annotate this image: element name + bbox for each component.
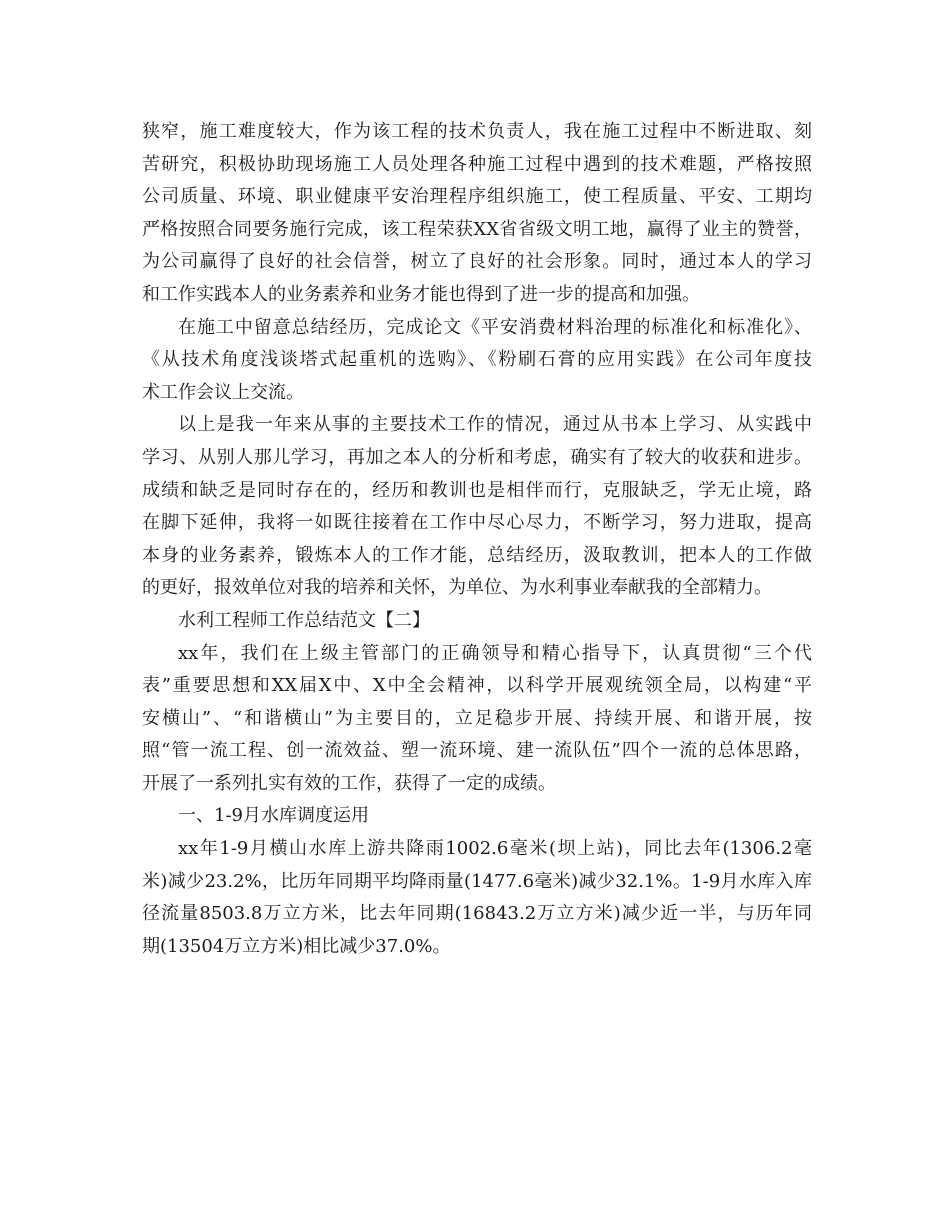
paragraph-3 (142, 409, 812, 605)
paragraph-4 (142, 638, 812, 801)
paragraph-2 (142, 312, 812, 410)
subsection-heading (142, 800, 812, 833)
text-line: 学习、从别人那儿学习，再加之本人的分析和考虑，确实有了较大的收获和进步。 (142, 446, 812, 468)
text-line: 以上是我一年来从事的主要技术工作的情况，通过从书本上学习、从实践中 (178, 414, 812, 436)
section-heading (142, 605, 812, 638)
text-line: 的更好，报效单位对我的培养和关怀，为单位、为水利事业奉献我的全部精力。 (142, 577, 772, 599)
document-page (142, 116, 812, 963)
text-line: 安横山”、“和谐横山”为主要目的，立足稳步开展、持续开展、和谐开展，按 (142, 707, 812, 729)
text-line: 《从技术角度浅谈塔式起重机的选购》、《粉刷石膏的应用实践》在公司年度技 (142, 349, 812, 371)
text-line: xx年1-9月横山水库上游共降雨1002.6毫米(坝上站)，同比去年(1306.2毫 (178, 838, 812, 860)
text-line: 公司质量、环境、职业健康平安治理程序组织施工，使工程质量、平安、工期均 (142, 186, 812, 208)
text-line: xx年，我们在上级主管部门的正确领导和精心指导下，认真贯彻“三个代 (178, 642, 812, 664)
text-line: 期(13504万立方米)相比减少37.0%。 (142, 935, 451, 957)
paragraph-1 (142, 116, 812, 312)
text-line: 成绩和缺乏是同时存在的，经历和教训也是相伴而行，克服缺乏，学无止境，路 (142, 479, 812, 501)
text-line: 在脚下延伸，我将一如既往接着在工作中尽心尽力，不断学习，努力进取，提高 (142, 512, 812, 534)
text-line: 严格按照合同要务施行完成，该工程荣获XX省省级文明工地，赢得了业主的赞誉， (142, 218, 812, 240)
subsection-title: 一、1-9月水库调度运用 (178, 805, 369, 827)
text-line: 狭窄，施工难度较大，作为该工程的技术负责人，我在施工过程中不断进取、刻 (142, 121, 812, 142)
paragraph-5 (142, 833, 812, 963)
text-line: 为公司赢得了良好的社会信誉，树立了良好的社会形象。同时，通过本人的学习 (142, 251, 812, 273)
text-line: 开展了一系列扎实有效的工作，获得了一定的成绩。 (142, 772, 556, 794)
text-line: 照“管一流工程、创一流效益、塑一流环境、建一流队伍”四个一流的总体思路， (142, 740, 812, 762)
text-line: 和工作实践本人的业务素养和业务才能也得到了进一步的提高和加强。 (142, 283, 700, 305)
text-line: 在施工中留意总结经历，完成论文《平安消费材料治理的标准化和标准化》、 (178, 316, 812, 338)
text-line: 术工作会议上交流。 (142, 381, 304, 403)
section-title: 水利工程师工作总结范文【二】 (178, 609, 430, 631)
text-line: 本身的业务素养，锻炼本人的工作才能，总结经历，汲取教训，把本人的工作做 (142, 544, 812, 566)
text-line: 苦研究，积极协助现场施工人员处理各种施工过程中遇到的技术难题，严格按照 (142, 153, 812, 175)
text-line: 径流量8503.8万立方米，比去年同期(16843.2万立方米)减少近一半，与历年同 (142, 903, 812, 925)
text-line: 米)减少23.2%，比历年同期平均降雨量(1477.6毫米)减少32.1%。1-9月水库入库 (142, 870, 812, 892)
text-line: 表”重要思想和XX届X中、X中全会精神，以科学开展观统领全局，以构建“平 (142, 675, 812, 697)
